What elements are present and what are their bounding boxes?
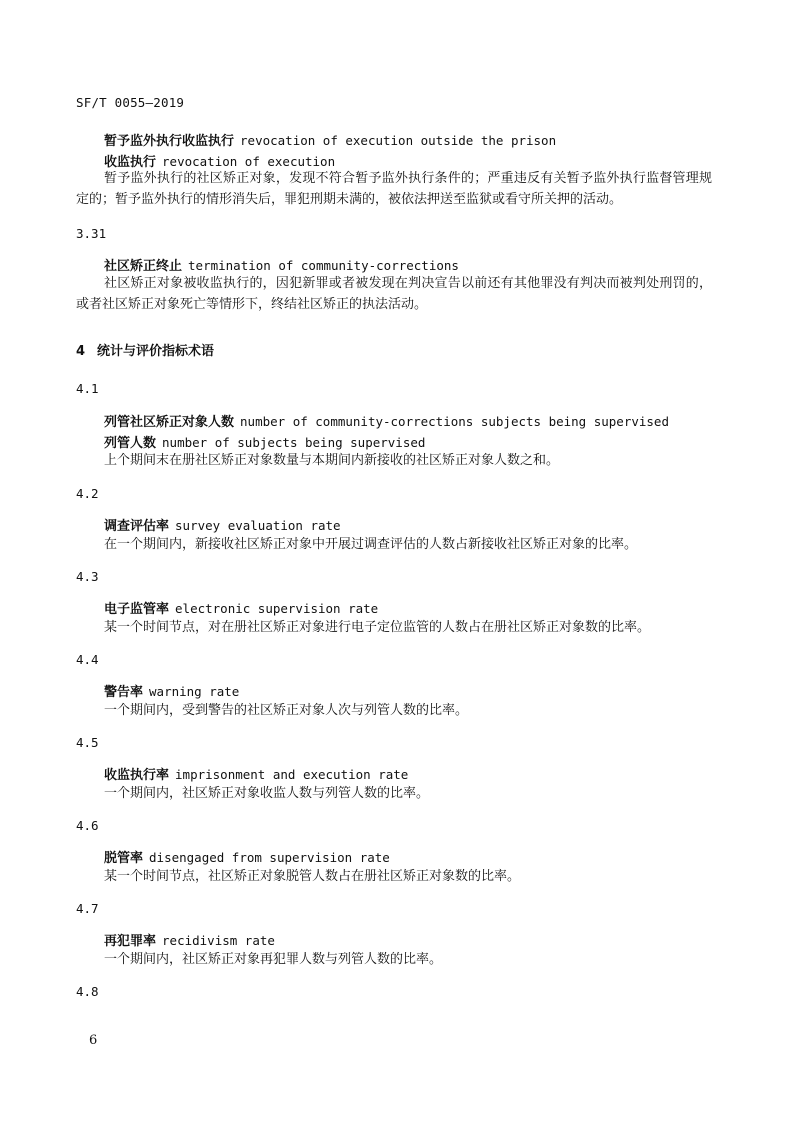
clause-number: 4.3 <box>76 569 99 584</box>
term-en: warning rate <box>149 684 240 699</box>
term-definition: 某一个时间节点，社区矫正对象脱管人数占在册社区矫正对象数的比率。 <box>104 869 521 884</box>
term-cn: 暂予监外执行收监执行 <box>104 134 235 149</box>
term-cn: 再犯罪率 <box>104 934 157 949</box>
clause-number: 4.5 <box>76 735 99 750</box>
term-cn: 列管人数 <box>104 436 157 451</box>
term-cn: 列管社区矫正对象人数 <box>104 415 235 430</box>
term-definition: 社区矫正对象被收监执行的，因犯新罪或者被发现在判决宣告以前还有其他罪没有判决而被判处刑罚的，或者社区矫正对象死亡等情形下，终结社区矫正的执法活动。 <box>76 276 712 312</box>
term-en: revocation of execution outside the prison <box>240 133 557 148</box>
section-title: 统计与评价指标术语 <box>97 344 215 359</box>
term-heading <box>104 681 239 700</box>
term-en: imprisonment and execution rate <box>175 767 409 782</box>
term-definition: 一个期间内，受到警告的社区矫正对象人次与列管人数的比率。 <box>104 703 469 718</box>
term-definition: 上个期间末在册社区矫正对象数量与本期间内新接收的社区矫正对象人数之和。 <box>104 453 560 468</box>
clause-number: 4.4 <box>76 652 99 667</box>
term-heading <box>104 930 275 949</box>
clause-number: 4.1 <box>76 381 99 396</box>
term-heading <box>104 598 378 617</box>
term-cn: 警告率 <box>104 685 144 700</box>
term-definition: 在一个期间内，新接收社区矫正对象中开展过调查评估的人数占新接收社区矫正对象的比率。 <box>104 537 638 552</box>
term-en: number of subjects being supervised <box>162 435 426 450</box>
term-en: revocation of execution <box>162 154 336 169</box>
term-en: electronic supervision rate <box>175 601 379 616</box>
term-en: termination of community-corrections <box>188 258 459 273</box>
clause-number: 4.2 <box>76 486 99 501</box>
clause-number: 3.31 <box>76 226 107 241</box>
clause-number: 4.7 <box>76 901 99 916</box>
term-cn: 调查评估率 <box>104 519 170 534</box>
term-en: disengaged from supervision rate <box>149 850 390 865</box>
term-cn: 社区矫正终止 <box>104 259 183 274</box>
term-heading <box>104 255 459 274</box>
term-definition: 暂予监外执行的社区矫正对象，发现不符合暂予监外执行条件的；严重违反有关暂予监外执行监督管理规定的；暂予监外执行的情形消失后，罪犯刑期未满的，被依法押送至监狱或看守所关押的活动。 <box>76 171 712 207</box>
section-heading <box>76 340 214 359</box>
term-definition: 一个期间内，社区矫正对象再犯罪人数与列管人数的比率。 <box>104 952 443 967</box>
term-heading <box>104 515 341 534</box>
term-heading <box>104 130 556 149</box>
term-heading-alt <box>104 432 425 451</box>
term-cn: 脱管率 <box>104 851 144 866</box>
section-number: 4 <box>76 344 86 359</box>
document-code: SF/T 0055—2019 <box>76 95 185 110</box>
clause-number: 4.8 <box>76 984 99 999</box>
clause-number: 4.6 <box>76 818 99 833</box>
term-en: survey evaluation rate <box>175 518 341 533</box>
term-heading <box>104 411 669 430</box>
term-definition: 某一个时间节点，对在册社区矫正对象进行电子定位监管的人数占在册社区矫正对象数的比率。 <box>104 620 651 635</box>
term-heading <box>104 764 408 783</box>
term-heading <box>104 847 390 866</box>
page-number: 6 <box>89 1033 98 1048</box>
term-en: number of community-corrections subjects being supervised <box>240 414 669 429</box>
term-cn: 收监执行 <box>104 155 157 170</box>
term-cn: 电子监管率 <box>104 602 170 617</box>
term-definition: 一个期间内，社区矫正对象收监人数与列管人数的比率。 <box>104 786 430 801</box>
term-en: recidivism rate <box>162 933 275 948</box>
term-cn: 收监执行率 <box>104 768 170 783</box>
